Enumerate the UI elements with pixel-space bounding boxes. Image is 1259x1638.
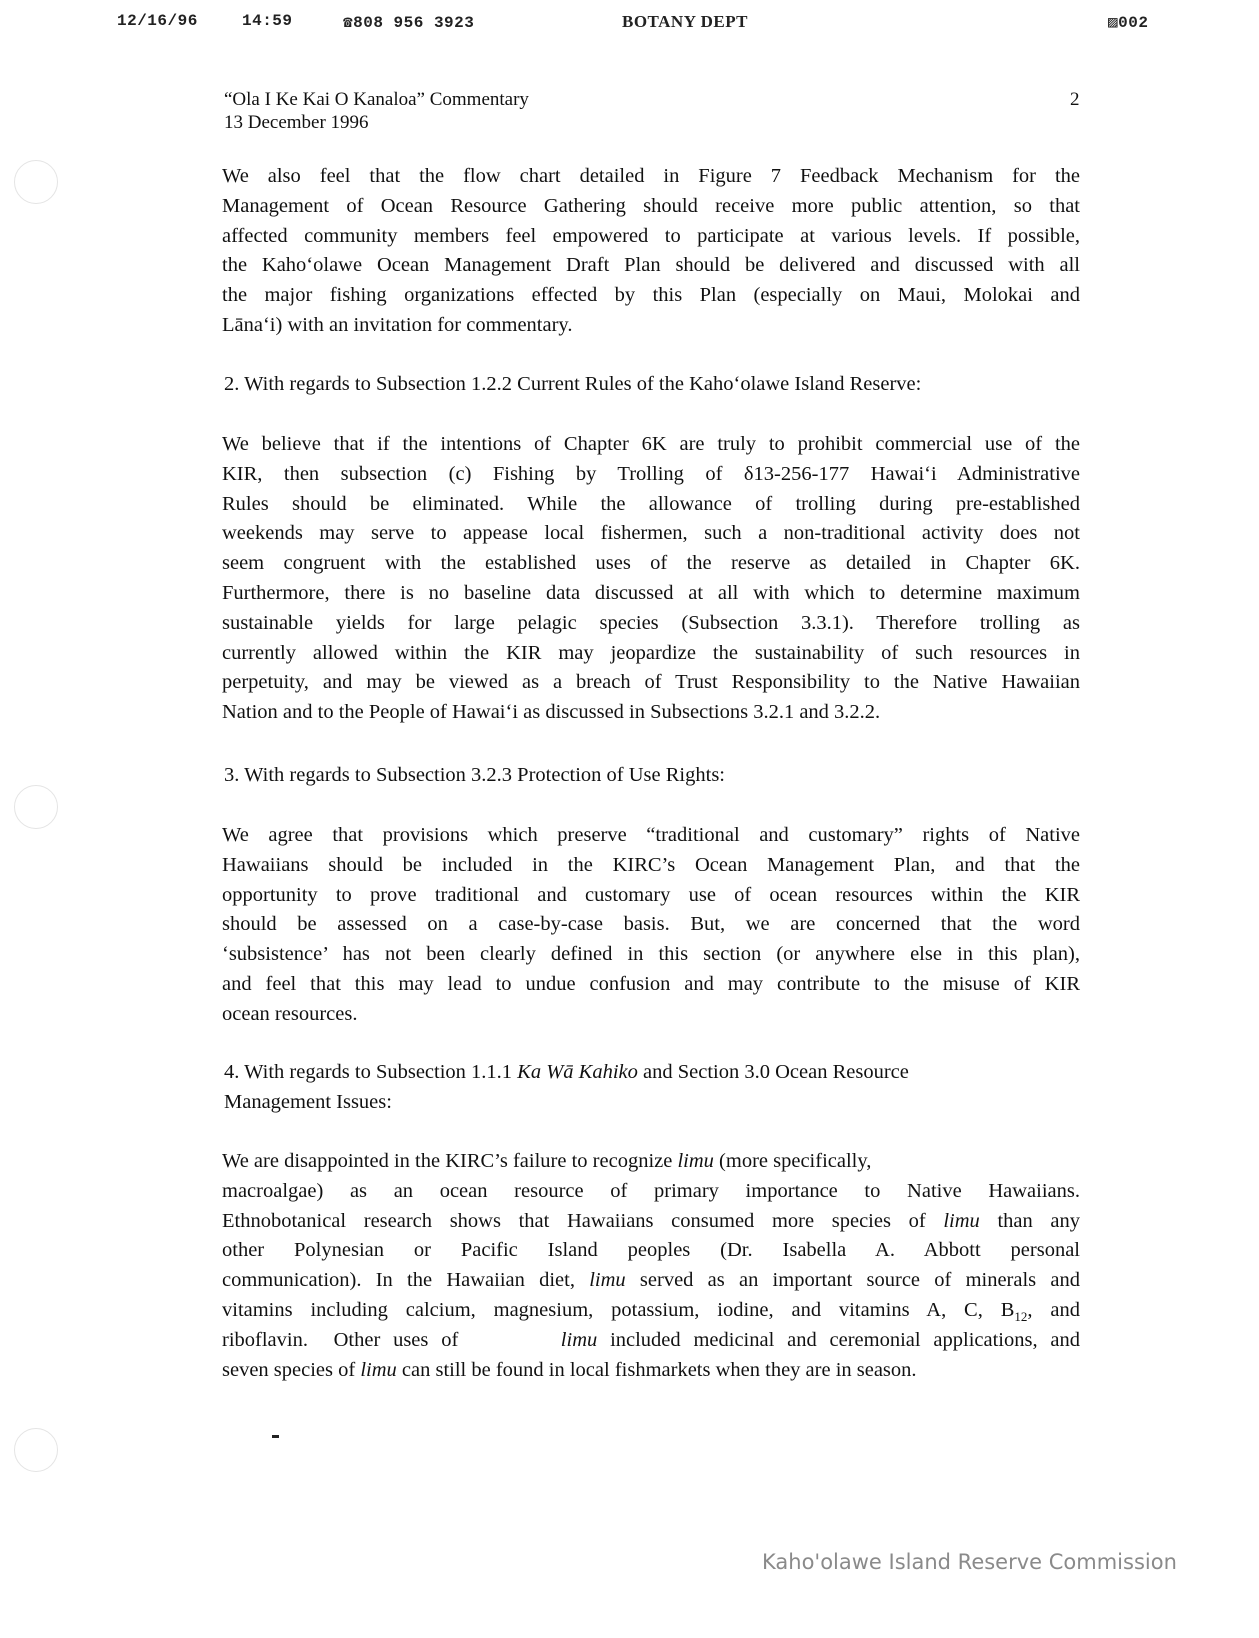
text: We are disappointed in the KIRC’s failure to recognize [222,1150,678,1172]
fax-phone [343,12,474,32]
text-line: perpetuity, and may be viewed as a breach of Trust Responsibility to the Native Hawaiian [222,671,1080,694]
text-line: opportunity to prove traditional and customary use of ocean resources within the KIR [222,883,1080,906]
text-line [222,1207,1080,1237]
watermark: Kaho'olawe Island Reserve Commission [762,1550,1177,1574]
paragraph-4 [222,1147,1080,1385]
heading-text: Management Issues: [224,1090,392,1113]
text-line: Management of Ocean Resource Gathering should receive more public attention, so that [222,194,1080,217]
text-line: currently allowed within the KIR may jeopardize the sustainability of such resources in [222,641,1080,664]
document-title: “Ola I Ke Kai O Kanaloa” Commentary [224,89,529,110]
document-date: 13 December 1996 [224,112,369,133]
subscript: 12 [1014,1309,1028,1325]
text: vitamins including calcium, magnesium, potassium, iodine, and vitamins A, C, B [222,1298,1015,1321]
italic-term: limu [560,1328,598,1351]
paragraph-3 [222,821,1080,1030]
punch-hole [14,1428,58,1472]
text-line: affected community members feel empowered to participate at various levels. If possible, [222,224,1080,247]
text-line: Lāna‘i) with an invitation for commentary. [222,313,573,336]
text: (more specifically, [713,1150,872,1172]
text: served as an important source of minerals and [625,1269,1080,1292]
heading-text: and Section 3.0 Ocean Resource [637,1061,909,1083]
text-line: ocean resources. [222,1002,358,1025]
text-line: We also feel that the flow chart detailed in Figure 7 Feedback Mechanism for the [222,165,1080,187]
text-line: sustainable yields for large pelagic species (Subsection 3.3.1). Therefore trolling as [222,611,1080,634]
text: , and [1027,1298,1080,1321]
text-line: other Polynesian or Pacific Island peoples (Dr. Isabella A. Abbott personal [222,1239,1080,1262]
paragraph-2 [222,430,1080,728]
italic-term: limu [589,1269,626,1292]
fax-page [1108,12,1148,32]
section-heading-2: 2. With regards to Subsection 1.2.2 Current Rules of the Kaho‘olawe Island Reserve: [224,373,922,395]
text-line: seem congruent with the established uses of the reserve as detailed in Chapter 6K. [222,552,1080,575]
punch-hole [14,160,58,204]
page-number: 2 [1070,89,1080,110]
text-line: should be assessed on a case-by-case basis. But, we are concerned that the word [222,913,1080,936]
fax-time: 14:59 [242,12,293,30]
text-line: Rules should be eliminated. While the allowance of trolling during pre-established [222,492,1080,515]
punch-hole [14,785,58,829]
text-line: macroalgae) as an ocean resource of primary importance to Native Hawaiians. [222,1179,1080,1202]
text-line [222,1296,1080,1326]
fax-page-icon: ▨ [1108,14,1119,32]
text-line: We agree that provisions which preserve “traditional and customary” rights of Native [222,824,1080,846]
text-line [222,1266,1080,1296]
paragraph-1 [222,162,1080,341]
text-line: the major fishing organizations effected by this Plan (especially on Maui, Molokai and [222,284,1080,307]
text-line: We believe that if the intentions of Chapter 6K are truly to prohibit commercial use of the [222,433,1080,455]
text: seven species of [222,1358,361,1381]
text: can still be found in local fishmarkets when they are in season. [396,1358,917,1381]
phone-icon: ☎ [343,14,354,32]
italic-term: limu [943,1209,980,1232]
fax-page-number: 002 [1118,14,1149,32]
text: included medicinal and ceremonial applications, and [597,1328,1080,1351]
section-heading-4 [224,1058,1082,1118]
section-heading-3: 3. With regards to Subsection 3.2.3 Protection of Use Rights: [224,764,725,786]
heading-italic-text: Ka Wā Kahiko [517,1061,638,1083]
text-line: the Kaho‘olawe Ocean Management Draft Plan should be delivered and discussed with all [222,254,1080,277]
text: communication). In the Hawaiian diet, [222,1269,590,1292]
text-line: Hawaiians should be included in the KIRC’s Ocean Management Plan, and that the [222,853,1080,876]
italic-term: limu [360,1358,397,1381]
text-line [222,1326,1080,1356]
text-line: ‘subsistence’ has not been clearly defined in this section (or anywhere else in this plan), [222,943,1080,966]
text-line: KIR, then subsection (c) Fishing by Trolling of δ13-256-177 Hawai‘i Administrative [222,462,1080,485]
fax-date: 12/16/96 [117,12,198,30]
text: riboflavin. Other uses of [222,1328,561,1351]
text-line: Furthermore, there is no baseline data discussed at all with which to determine maximum [222,581,1080,604]
heading-text: 4. With regards to Subsection 1.1.1 [224,1061,518,1083]
text: than any [979,1209,1080,1232]
italic-term: limu [677,1150,714,1172]
fax-sender: BOTANY DEPT [622,12,748,31]
text-line: weekends may serve to appease local fishermen, such a non-traditional activity does not [222,522,1080,545]
fax-phone-number: 808 956 3923 [353,14,475,32]
text-line: Nation and to the People of Hawai‘i as discussed in Subsections 3.2.1 and 3.2.2. [222,701,881,724]
text: Ethnobotanical research shows that Hawaiians consumed more species of [222,1209,944,1232]
text-line [222,1147,1080,1177]
speck-mark [272,1435,279,1438]
text-line: and feel that this may lead to undue confusion and may contribute to the misuse of KIR [222,972,1080,995]
text-line [222,1356,1080,1386]
